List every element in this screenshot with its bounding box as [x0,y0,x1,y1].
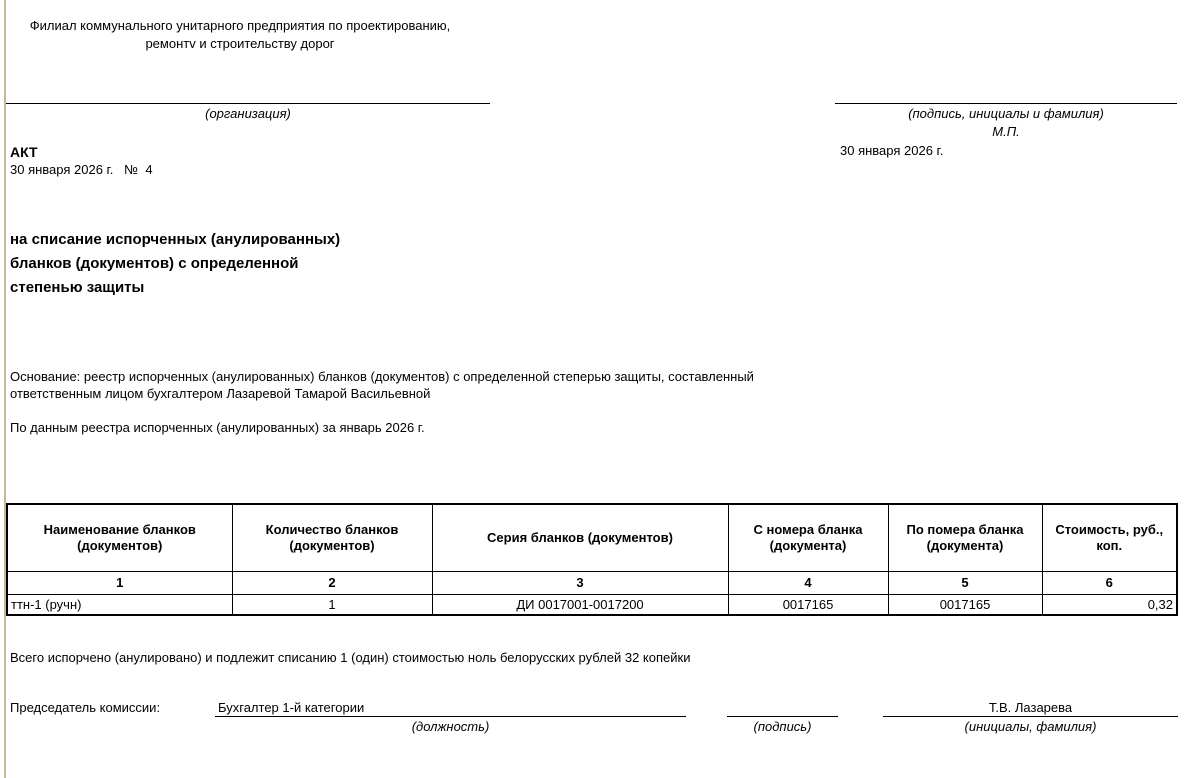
column-number: 4 [728,572,888,595]
cell-series: ДИ 0017001-0017200 [432,595,728,616]
basis-line-2: ответственным лицом бухгалтером Лазаревой Тамарой Васильевной [10,386,431,401]
cell-form-name: ттн-1 (ручн) [7,595,232,616]
name-caption: (инициалы, фамилия) [964,719,1097,734]
position-value: Бухгалтер 1-й категории [218,700,365,715]
cell-from-number: 0017165 [728,595,888,616]
position-caption: (должность) [411,719,490,734]
cell-quantity: 1 [232,595,432,616]
chairman-label: Председатель комиссии: [10,700,161,715]
name-value: Т.В. Лазарева [988,700,1073,715]
signature-caption: (подпись) [753,719,812,734]
name-line [883,716,1178,717]
header-quantity: Количество бланков (документов) [232,504,432,572]
column-number: 6 [1042,572,1177,595]
organization-underline [6,103,490,104]
column-number: 5 [888,572,1042,595]
column-number: 2 [232,572,432,595]
basis-line-1: Основание: реестр испорченных (анулированных) бланков (документов) с определенной степерью защиты, составленный [10,369,754,384]
approval-signature-line [835,103,1177,104]
register-line: По данным реестра испорченных (анулированных) за январь 2026 г. [10,420,425,435]
write-off-table [6,503,1178,616]
cell-to-number: 0017165 [888,595,1042,616]
header-form-name: Наименование бланков (документов) [7,504,232,572]
summary-total: Всего испорчено (анулировано) и подлежит списанию 1 (один) стоимостью ноль белорусских рублей 32 копейки [10,650,691,665]
cell-cost: 0,32 [1042,595,1177,616]
signature-line [727,716,838,717]
position-line [215,716,686,717]
header-from-number: С номера бланка (документа) [728,504,888,572]
organization-caption: (организация) [205,106,291,121]
column-number-row [7,572,1177,595]
act-title-line: на списание испорченных (анулированных) [10,231,341,248]
act-heading: АКТ [10,144,38,160]
header-to-number: По помера бланка (документа) [888,504,1042,572]
act-date-number: 30 января 2026 г. № 4 [10,162,153,177]
act-title-line: бланков (документов) с определенной [10,255,299,272]
act-title-line: степенью защиты [10,279,145,296]
header-series: Серия бланков (документов) [432,504,728,572]
column-number: 1 [7,572,232,595]
table-header-row [7,504,1177,572]
stamp-caption: М.П. [992,124,1020,139]
header-cost: Стоимость, руб., коп. [1042,504,1177,572]
act-title [10,228,490,300]
table-row [7,595,1177,616]
column-number: 3 [432,572,728,595]
approval-signature-caption: (подпись, инициалы и фамилия) [908,106,1104,121]
approval-date: 30 января 2026 г. [840,143,944,158]
organization-name: Филиал коммунального унитарного предприятия по проектированию, ремонтv и строительству дорог [29,18,451,51]
